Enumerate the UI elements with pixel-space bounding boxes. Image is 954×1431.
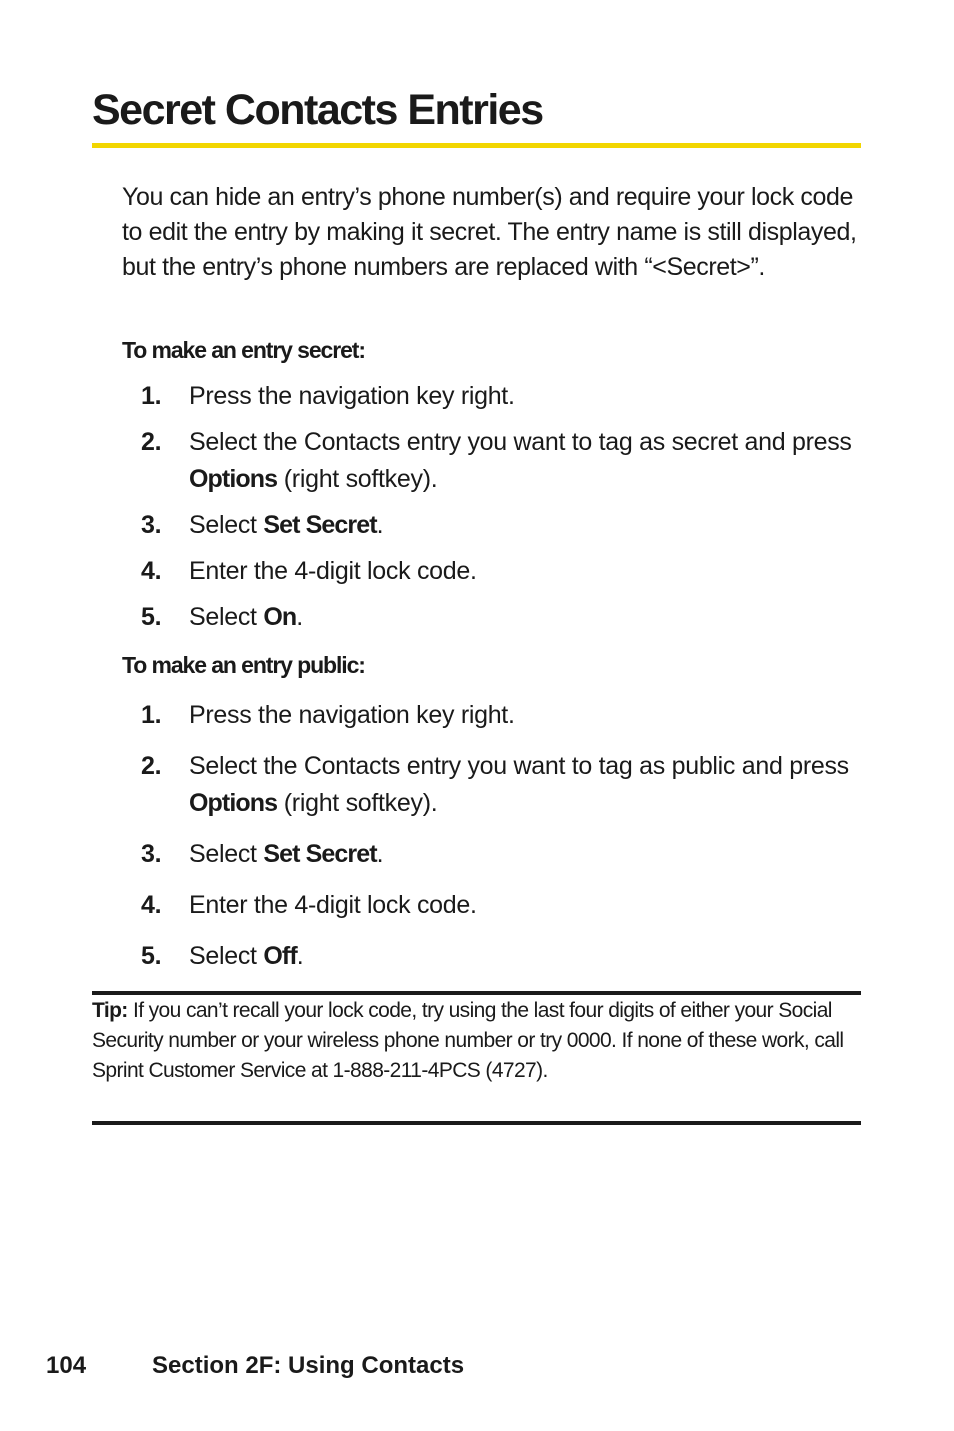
step-text: Enter the 4-digit lock code. — [189, 891, 477, 919]
secret-step-3 — [141, 507, 861, 544]
step-text: Press the navigation key right. — [189, 382, 515, 410]
step-number: 5. — [141, 603, 162, 631]
step-number: 3. — [141, 511, 162, 539]
keyword: Options — [189, 789, 278, 817]
step-text: Select Off. — [189, 942, 304, 970]
keyword: Options — [189, 465, 278, 493]
footer-section-title: Section 2F: Using Contacts — [152, 1352, 465, 1379]
public-step-1 — [141, 697, 861, 734]
tip-text: Tip: If you can’t recall your lock code, try using the last four digits of either your Social Security number or your wireless phone number or try 0000. If none of these work, call Sprint Customer Service at 1-888-211-4PCS (4727). — [92, 999, 844, 1082]
step-text: Select Set Secret. — [189, 511, 384, 539]
secret-heading: To make an entry secret: — [122, 337, 365, 363]
intro-paragraph: You can hide an entry’s phone number(s) and require your lock code to edit the entry by making it secret. The entry name is still displayed, but the entry’s phone numbers are replaced with “<Secret>”. — [122, 183, 857, 281]
step-number: 1. — [141, 382, 162, 410]
secret-step-5 — [141, 599, 861, 636]
keyword: Set Secret — [263, 840, 377, 868]
tip-top-rule — [92, 991, 861, 995]
keyword: Set Secret — [263, 511, 377, 539]
title-rule — [92, 143, 861, 148]
step-number: 1. — [141, 701, 162, 729]
public-step-5 — [141, 938, 861, 975]
step-number: 4. — [141, 557, 162, 585]
step-text: Enter the 4-digit lock code. — [189, 557, 477, 585]
public-step-3 — [141, 836, 861, 873]
secret-step-4 — [141, 553, 861, 590]
secret-step-1 — [141, 378, 861, 415]
page-title: Secret Contacts Entries — [92, 86, 543, 134]
keyword: On — [263, 603, 297, 631]
step-number: 2. — [141, 428, 162, 456]
public-step-2 — [141, 748, 861, 822]
secret-step-2 — [141, 424, 861, 498]
step-text: Press the navigation key right. — [189, 701, 515, 729]
step-text: Select the Contacts entry you want to tag as secret and press Options (right softkey). — [189, 428, 852, 493]
keyword: Off — [263, 942, 297, 970]
step-text: Select Set Secret. — [189, 840, 384, 868]
step-number: 5. — [141, 942, 162, 970]
tip-bottom-rule — [92, 1121, 861, 1125]
step-number: 3. — [141, 840, 162, 868]
tip-label: Tip: — [92, 999, 128, 1022]
step-number: 4. — [141, 891, 162, 919]
step-text: Select the Contacts entry you want to tag as public and press Options (right softkey). — [189, 752, 849, 817]
step-text: Select On. — [189, 603, 303, 631]
page-number: 104 — [46, 1352, 87, 1379]
step-number: 2. — [141, 752, 162, 780]
public-step-4 — [141, 887, 861, 924]
public-heading: To make an entry public: — [122, 652, 365, 678]
